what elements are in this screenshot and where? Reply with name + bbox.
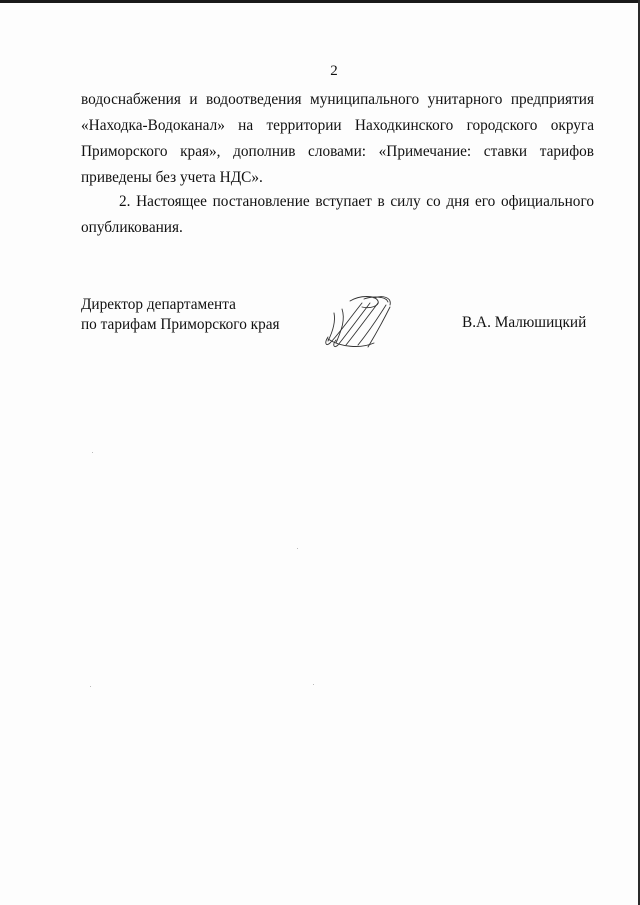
paragraph-1 — [81, 87, 594, 191]
paragraph-1-line: приведены без учета НДС». — [81, 169, 263, 186]
signatory-title — [81, 295, 280, 335]
paragraph-1-line: Приморского края», дополнив словами: «Примечание: ставки тарифов — [81, 143, 594, 160]
scan-top-edge — [0, 0, 640, 3]
signatory-title-line-1: Директор департамента — [81, 296, 236, 313]
paragraph-2-line: опубликования. — [81, 219, 183, 236]
paragraph-2 — [81, 189, 594, 241]
paragraph-1-line: водоснабжения и водоотведения муниципального унитарного предприятия — [81, 91, 594, 108]
scan-speck — [313, 684, 314, 685]
signatory-name: В.А. Малюшицкий — [462, 314, 587, 331]
signatory-title-line-2: по тарифам Приморского края — [81, 316, 280, 333]
scan-speck — [297, 548, 298, 549]
scan-speck — [92, 452, 93, 453]
paragraph-2-line: 2. Настоящее постановление вступает в силу со дня его официального — [119, 193, 594, 210]
scan-speck — [90, 686, 91, 687]
paragraph-1-line: «Находка-Водоканал» на территории Находкинского городского округа — [81, 117, 594, 134]
handwritten-signature — [320, 293, 400, 355]
page-number: 2 — [330, 63, 338, 79]
